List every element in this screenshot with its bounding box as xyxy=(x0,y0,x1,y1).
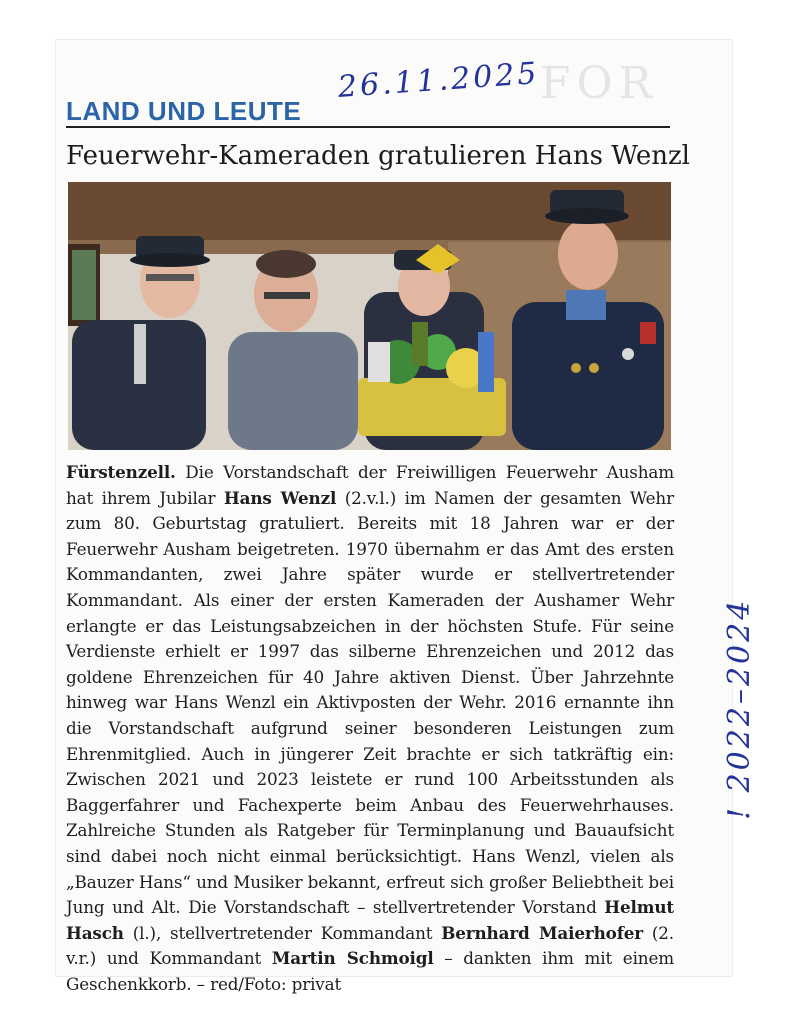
headline: Feuerwehr-Kameraden gratulieren Hans Wenzl xyxy=(66,141,690,171)
article-dateline: Fürstenzell. xyxy=(66,462,176,482)
section-title: LAND UND LEUTE xyxy=(66,96,302,126)
article-name-helmut-hasch: Helmut Hasch xyxy=(66,897,674,943)
cut-off-next-article xyxy=(70,956,674,970)
article-name-martin-schmoigl: Martin Schmoigl xyxy=(271,948,434,969)
article-text-5: – dankten ihm mit einem Geschenkkorb. – red/Foto: privat xyxy=(66,948,675,994)
handwritten-date: 26.11.2025 xyxy=(336,55,541,105)
article-text-1: Die Vorstandschaft der Freiwilligen Feuerwehr Ausham hat ihrem Jubilar xyxy=(66,462,674,508)
handwritten-margin-note: ! 2022–2024 xyxy=(722,597,757,820)
article-name-bernhard-maierhofer: Bernhard Maierhofer xyxy=(441,922,643,943)
article-text-4: (2. v.r.) und Kommandant xyxy=(66,922,674,969)
article-name-hans-wenzl: Hans Wenzl xyxy=(223,487,337,508)
article-text-3: (l.), stellvertretender Kommandant xyxy=(123,922,442,943)
article-body xyxy=(66,460,674,997)
article-photo xyxy=(68,182,671,450)
article-text-2: (2.v.l.) im Namen der gesamten Wehr zum 80. Geburtstag gratuliert. Bereits mit 18 Jahren war er der Feuerwehr Ausham beigetreten. 1970 übernahm er das Amt des ersten Kommandanten, zwei Jahre später wurde er stellvertretender Kommandant. Als einer der ersten Kameraden der Aushamer Wehr erlangte er das Leistungsabzeichen in der höchsten Stufe. Für seine Verdienste erhielt er 1997 das silberne Ehrenzeichen und 2012 das goldene Ehrenzeichen für 40 Jahre aktiven Dienst. Über Jahrzehnte hinweg war Hans Wenzl ein Aktivposten der Wehr. 2016 ernannte ihn die Vorstandschaft aufgrund seiner besonderen Leistungen zum Ehrenmitglied. Auch in jüngerer Zeit brachte er sich tatkräftig ein: Zwischen 2021 und 2023 leistete er rund 100 Arbeitsstunden als Baggerfahrer und Fachexperte beim Anbau des Feuerwehrhauses. Zahlreiche Stunden als Ratgeber für Terminplanung und Bauaufsicht sind dabei noch nicht einmal berücksichtigt. Hans Wenzl, vielen als „Bauzer Hans“ und Musiker bekannt, erfreut sich großer Beliebtheit bei Jung und Alt. Die Vorstandschaft – stellvertretender Vorstand xyxy=(66,487,674,918)
section-rule xyxy=(66,126,670,128)
bleed-through-text: FOR xyxy=(540,58,658,109)
